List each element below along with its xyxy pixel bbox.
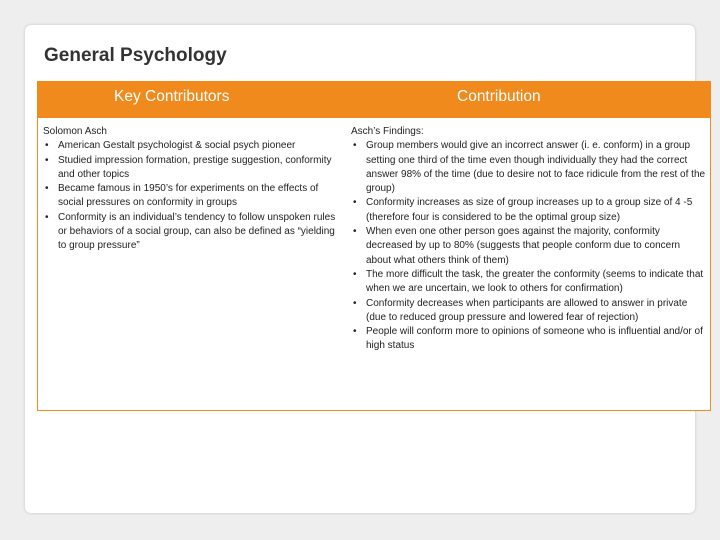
contributor-cell — [43, 125, 343, 254]
list-item: • Conformity decreases when participants are allowed to answer in private (due to reduced group pressure and lowered fear of rejection) — [351, 297, 706, 326]
list-item: • People will conform more to opinions of someone who is influential and/or of high status — [351, 325, 706, 354]
list-item: • When even one other person goes against the majority, conformity decreased by up to 80% (suggests that people conform due to concern about what others think of them) — [351, 225, 706, 268]
list-item: • American Gestalt psychologist & social psych pioneer — [43, 139, 343, 153]
table-header-row — [38, 82, 710, 118]
list-item: • Became famous in 1950’s for experiments on the effects of social pressures on conformity in groups — [43, 182, 343, 211]
list-item: • The more difficult the task, the greater the conformity (seems to indicate that when we are uncertain, we look to others for confirmation) — [351, 268, 706, 297]
header-contribution: Contribution — [457, 88, 541, 105]
list-item: • Group members would give an incorrect answer (i. e. conform) in a group setting one third of the time even though individually they had the correct answer 98% of the time (due to desire not to face ridicule from the rest of the group) — [351, 139, 706, 196]
contributor-name: Solomon Asch — [43, 126, 107, 137]
contributor-bullet-list — [43, 139, 343, 253]
list-item: • Conformity is an individual’s tendency to follow unspoken rules or behaviors of a social group, can also be defined as “yielding to group pressure” — [43, 211, 343, 254]
contributors-table — [37, 81, 711, 411]
header-key-contributors: Key Contributors — [114, 88, 230, 105]
list-item: • Conformity increases as size of group increases up to a group size of 4 -5 (therefore four is considered to be the optimal group size) — [351, 196, 706, 225]
list-item: • Studied impression formation, prestige suggestion, conformity and other topics — [43, 154, 343, 183]
contribution-cell — [351, 125, 706, 354]
findings-heading: Asch’s Findings: — [351, 126, 424, 137]
page-title: General Psychology — [44, 45, 227, 66]
findings-bullet-list — [351, 139, 706, 353]
